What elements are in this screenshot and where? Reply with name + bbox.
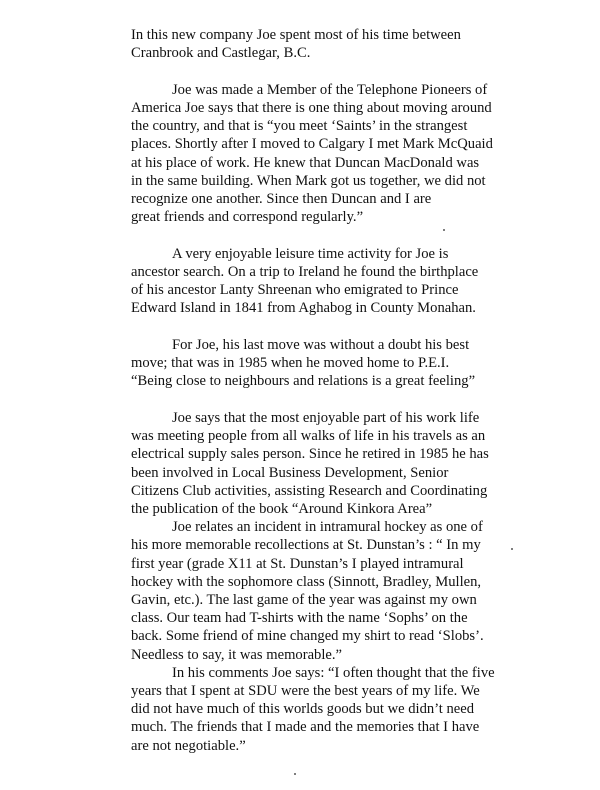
- paragraph: [131, 518, 571, 664]
- text-line: places. Shortly after I moved to Calgary I met Mark McQuaid: [131, 136, 493, 153]
- paragraph: [131, 26, 571, 62]
- text-line: of his ancestor Lanty Shreenan who emigrated to Prince: [131, 282, 459, 299]
- document-body: [131, 26, 571, 755]
- text-line: back. Some friend of mine changed my shirt to read ‘Slobs’.: [131, 628, 484, 645]
- text-line: For Joe, his last move was without a doubt his best: [172, 337, 470, 354]
- text-line: Joe says that the most enjoyable part of his work life: [172, 410, 480, 427]
- text-line: In this new company Joe spent most of his time between: [131, 27, 461, 43]
- paragraph: [131, 336, 571, 391]
- scan-speck: [511, 548, 513, 550]
- text-line: Cranbrook and Castlegar, B.C.: [131, 45, 311, 62]
- text-line: great friends and correspond regularly.”: [131, 209, 364, 226]
- text-line: America Joe says that there is one thing about moving around: [131, 100, 492, 116]
- text-line: ancestor search. On a trip to Ireland he found the birthplace: [131, 264, 479, 281]
- text-line: recognize one another. Since then Duncan and I are: [131, 191, 432, 208]
- paragraph: [131, 664, 571, 755]
- text-line: the publication of the book “Around Kinkora Area”: [131, 501, 433, 518]
- text-line: In his comments Joe says: “I often thought that the five: [172, 664, 495, 681]
- paragraph: [131, 409, 571, 518]
- text-line: much. The friends that I made and the memories that I have: [131, 719, 480, 736]
- text-line: Gavin, etc.). The last game of the year was against my own: [131, 592, 477, 609]
- text-line: class. Our team had T-shirts with the name ‘Sophs’ on the: [131, 610, 468, 627]
- text-line: Joe relates an incident in intramural hockey as one of: [172, 519, 483, 536]
- text-line: “Being close to neighbours and relations is a great feeling”: [131, 373, 476, 390]
- paragraph: [131, 245, 571, 318]
- scan-speck: [443, 229, 445, 231]
- text-line: are not negotiable.”: [131, 737, 246, 754]
- text-line: Citizens Club activities, assisting Research and Coordinating: [131, 482, 488, 499]
- text-line: electrical supply sales person. Since he retired in 1985 he has: [131, 446, 489, 463]
- text-line: Edward Island in 1841 from Aghabog in County Monahan.: [131, 300, 476, 317]
- text-line: at his place of work. He knew that Duncan MacDonald was: [131, 154, 480, 171]
- text-line: his more memorable recollections at St. Dunstan’s : “ In my: [131, 537, 481, 554]
- paragraph: [131, 81, 571, 227]
- text-line: in the same building. When Mark got us together, we did not: [131, 172, 486, 189]
- paragraph-gap: [131, 62, 571, 80]
- text-line: Joe was made a Member of the Telephone Pioneers of: [172, 81, 488, 98]
- text-line: been involved in Local Business Development, Senior: [131, 464, 449, 481]
- text-line: was meeting people from all walks of life in his travels as an: [131, 428, 486, 445]
- text-line: years that I spent at SDU were the best years of my life. We: [131, 683, 480, 700]
- paragraph-gap: [131, 226, 571, 244]
- text-line: did not have much of this worlds goods but we didn’t need: [131, 701, 475, 718]
- paragraph-gap: [131, 391, 571, 409]
- text-line: Needless to say, it was memorable.”: [131, 646, 343, 663]
- text-line: A very enjoyable leisure time activity for Joe is: [172, 245, 449, 262]
- scan-speck: [294, 773, 296, 775]
- text-line: the country, and that is “you meet ‘Saints’ in the strangest: [131, 118, 468, 135]
- text-line: move; that was in 1985 when he moved home to P.E.I.: [131, 355, 450, 372]
- paragraph-gap: [131, 318, 571, 336]
- text-line: first year (grade X11 at St. Dunstan’s I played intramural: [131, 555, 464, 572]
- text-line: hockey with the sophomore class (Sinnott, Bradley, Mullen,: [131, 573, 482, 590]
